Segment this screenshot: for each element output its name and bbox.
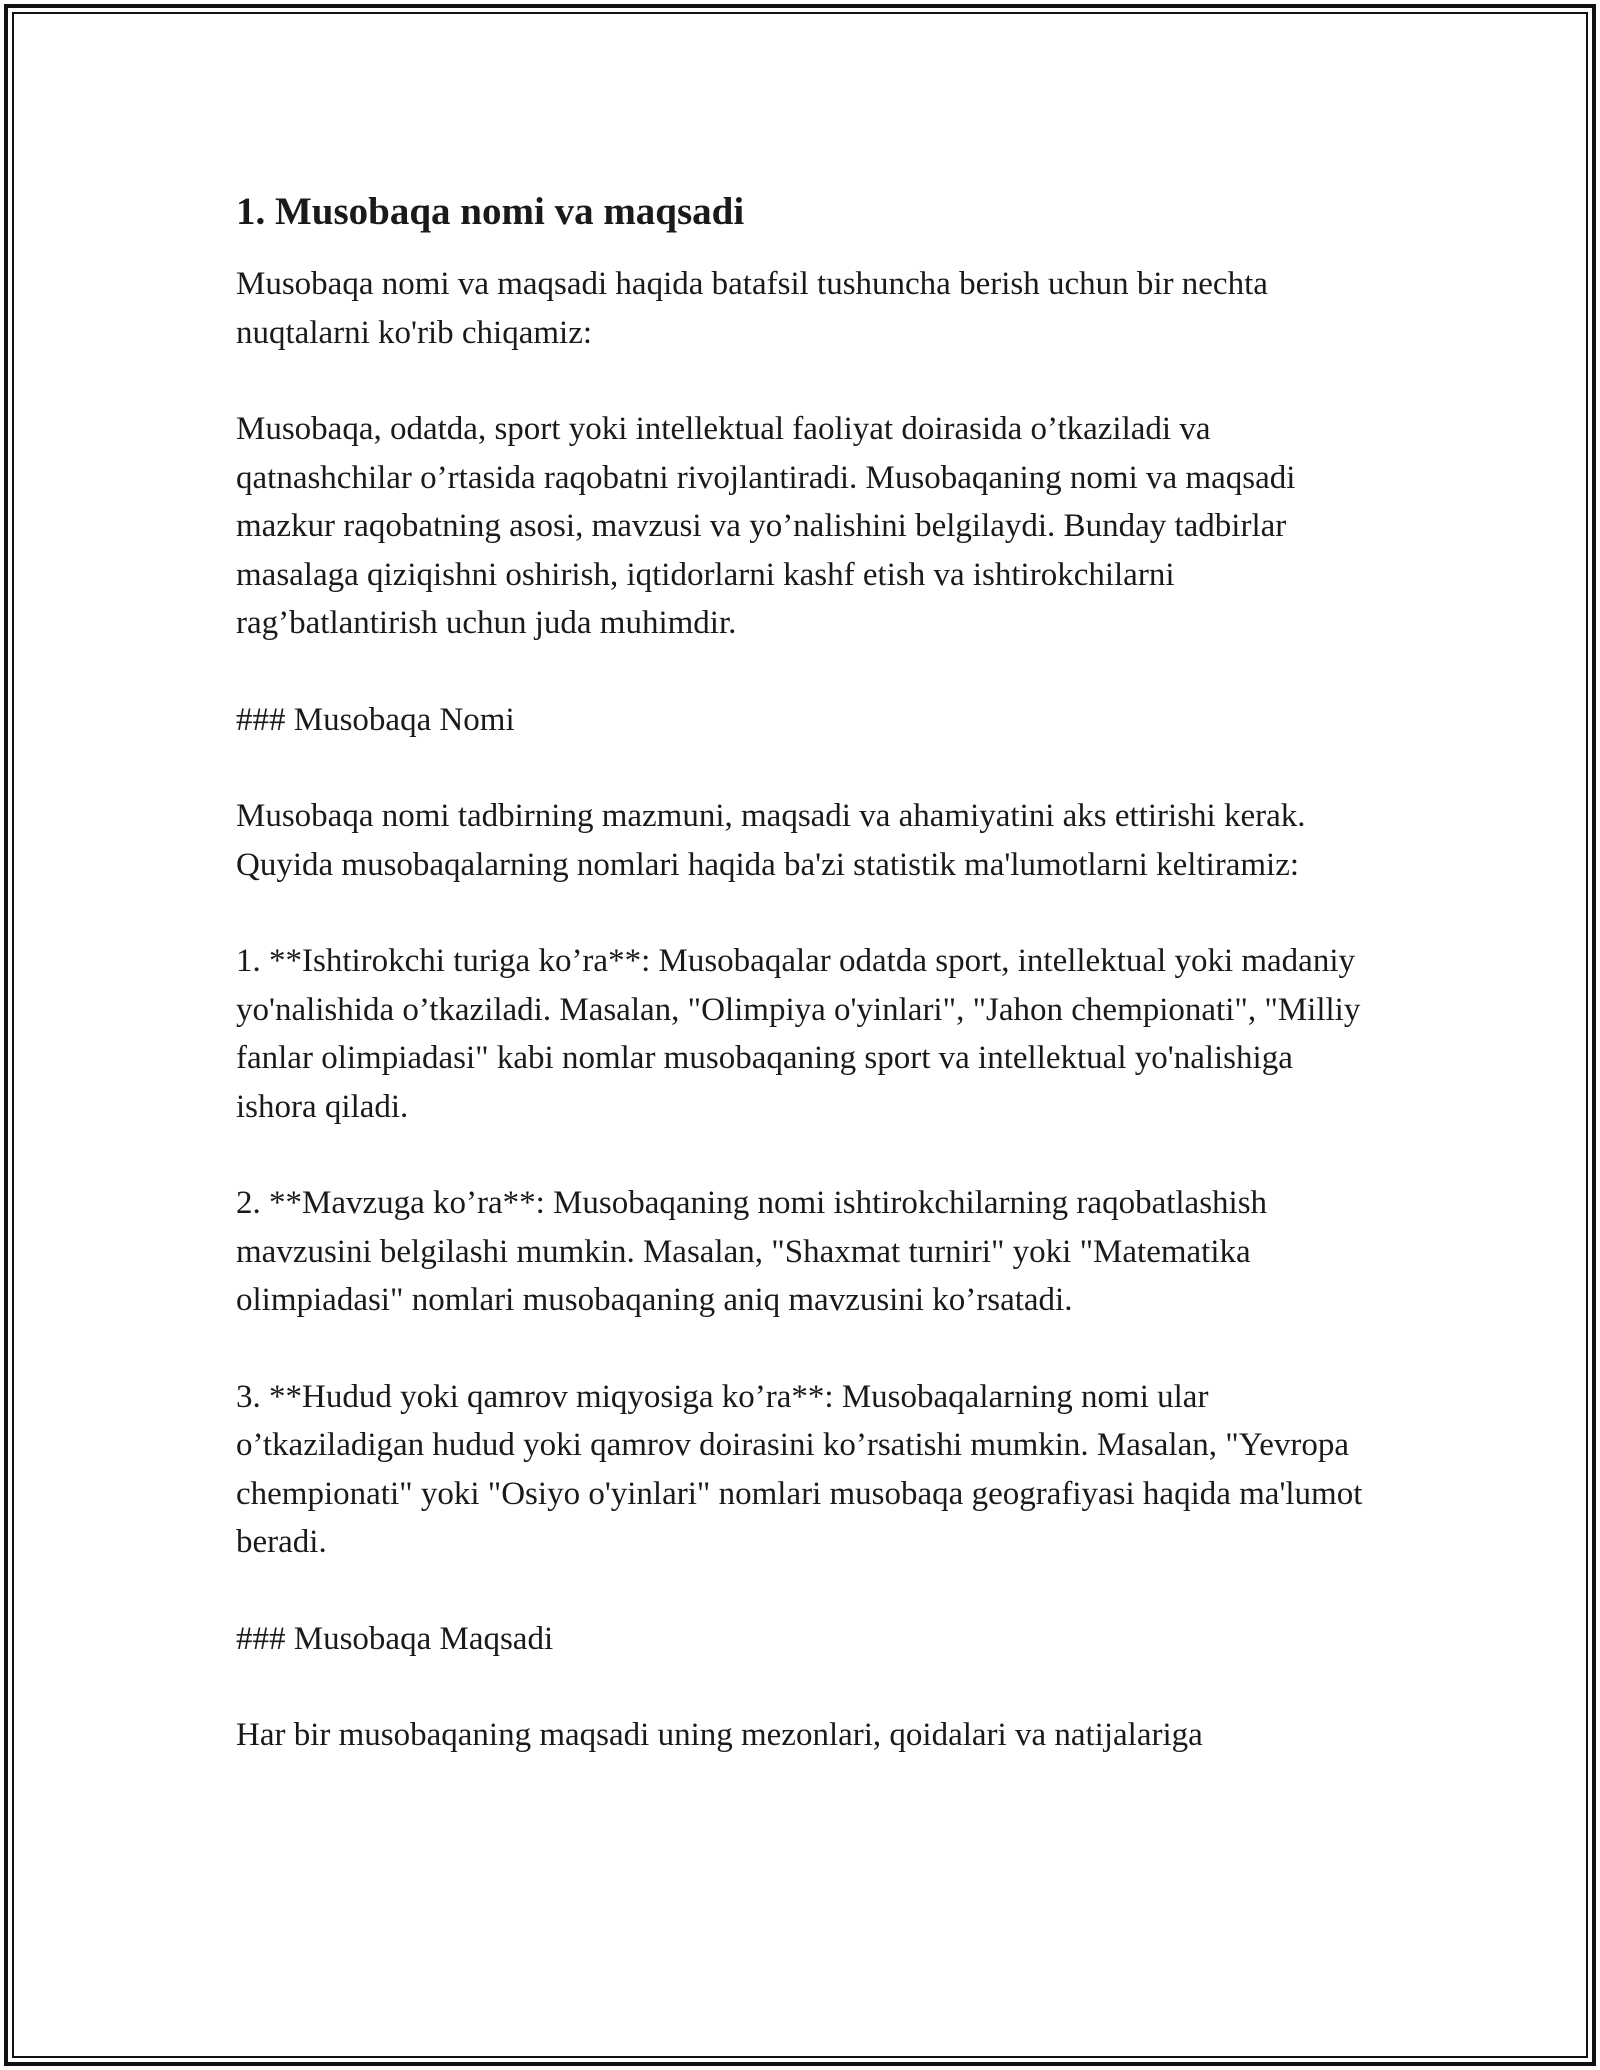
subheading-nomi: ### Musobaqa Nomi [236,701,515,738]
section-heading: 1. Musobaqa nomi va maqsadi [236,190,745,233]
list-item-1: 1. **Ishtirokchi turiga ko’ra**: Musobaqalar odatda sport, intellektual yoki madaniy yo'nalishida o’tkaziladi. Masalan, "Olimpiya o'yinlari", "Jahon chempionati", "Milliy fanlar olimpiadasi" kabi nomlar musobaqaning sport va intellektual yo'nalishiga ishora qiladi. [236,943,1361,1125]
document-body [236,186,1366,1808]
overview-paragraph: Musobaqa, odatda, sport yoki intellektual faoliyat doirasida o’tkaziladi va qatnashchilar o’rtasida raqobatni rivojlantiradi. Musobaqaning nomi va maqsadi mazkur raqobatning asosi, mavzusi va yo’nalishini belgilaydi. Bunday tadbirlar masalaga qiziqishni oshirish, iqtidorlarni kashf etish va ishtirokchilarni rag’batlantirish uchun juda muhimdir. [236,411,1296,641]
subheading-maqsadi: ### Musobaqa Maqsadi [236,1620,554,1657]
nomi-paragraph: Musobaqa nomi tadbirning mazmuni, maqsadi va ahamiyatini aks ettirishi kerak. Quyida musobaqalarning nomlari haqida ba'zi statistik ma'lumotlarni keltiramiz: [236,798,1306,883]
list-item-3: 3. **Hudud yoki qamrov miqyosiga ko’ra**: Musobaqalarning nomi ular o’tkaziladigan hudud yoki qamrov doirasini ko’rsatishi mumkin. Masalan, "Yevropa chempionati" yoki "Osiyo o'yinlari" nomlari musobaqa geografiyasi haqida ma'lumot beradi. [236,1378,1363,1560]
maqsadi-paragraph: Har bir musobaqaning maqsadi uning mezonlari, qoidalari va natijalariga [236,1717,1203,1753]
list-item-2: 2. **Mavzuga ko’ra**: Musobaqaning nomi ishtirokchilarning raqobatlashish mavzusini belgilashi mumkin. Masalan, "Shaxmat turniri" yoki "Matematika olimpiadasi" nomlari musobaqaning aniq mavzusini ko’rsatadi. [236,1185,1268,1318]
intro-paragraph: Musobaqa nomi va maqsadi haqida batafsil tushuncha berish uchun bir nechta nuqtalarni ko'rib chiqamiz: [236,266,1268,351]
